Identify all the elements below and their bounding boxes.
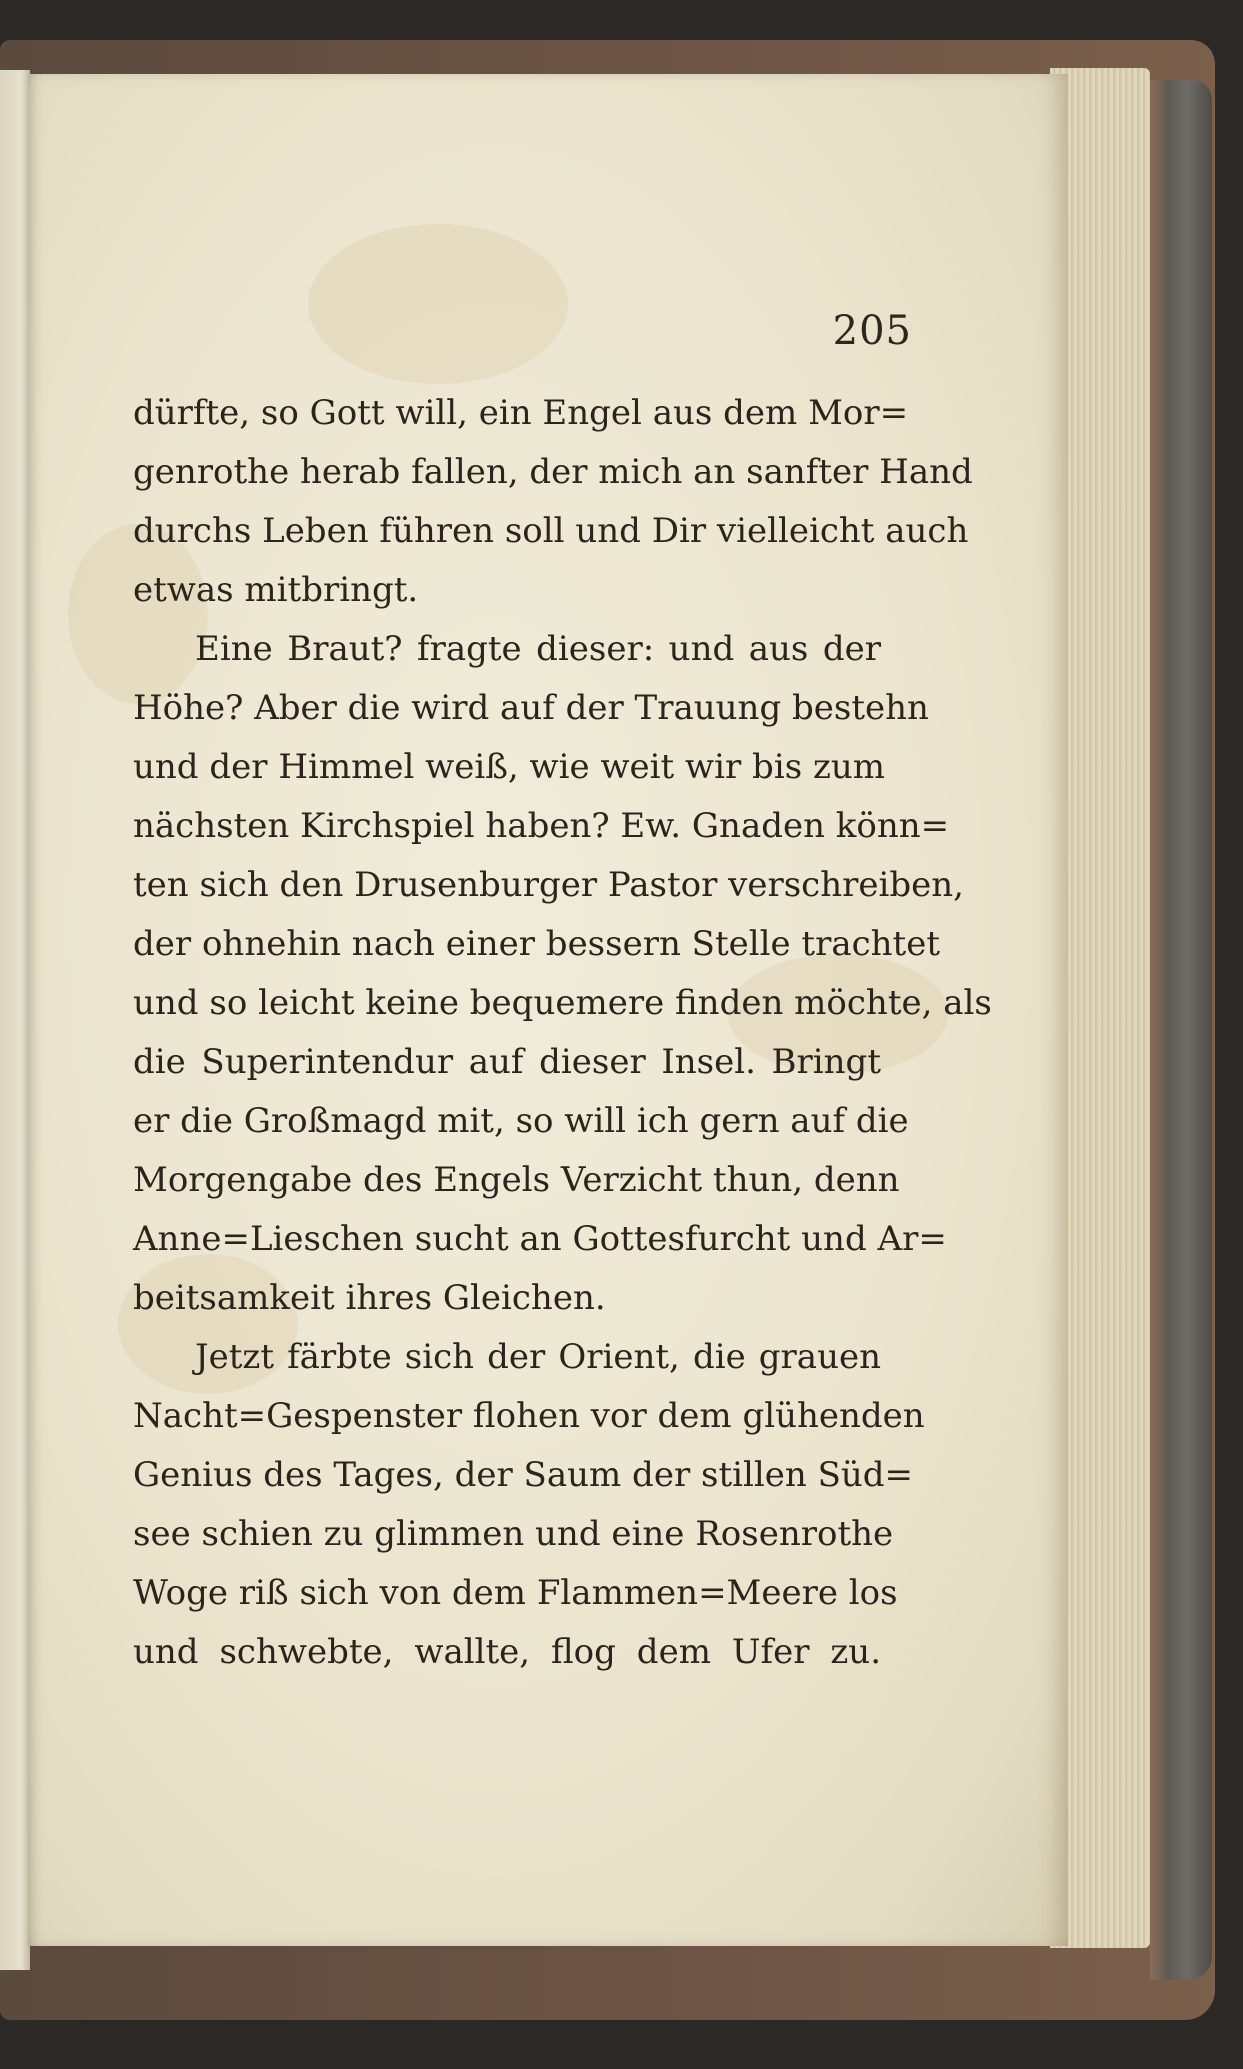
text-line: der ohnehin nach einer bessern Stelle trachtet [133, 924, 940, 964]
text-line: Woge riß sich von dem Flammen=Meere los [133, 1573, 898, 1613]
text-line: und schwebte, wallte, flog dem Ufer zu. [133, 1632, 881, 1672]
text-line: er die Großmagd mit, so will ich gern auf die [133, 1101, 909, 1141]
paper-stain [308, 224, 568, 384]
text-line: Anne=Lieschen sucht an Gottesfurcht und Ar= [133, 1219, 947, 1259]
text-line: und so leicht keine bequemere finden möchte, als [133, 983, 992, 1023]
text-line: etwas mitbringt. [133, 570, 419, 610]
text-line: Nacht=Gespenster flohen vor dem glühenden [133, 1396, 925, 1436]
page-number: 205 [832, 308, 912, 354]
text-line: Jetzt färbte sich der Orient, die grauen [195, 1337, 881, 1377]
text-line: genrothe herab fallen, der mich an sanfter Hand [133, 452, 973, 492]
text-line: dürfte, so Gott will, ein Engel aus dem Mor= [133, 393, 909, 433]
text-line: see schien zu glimmen und eine Rosenrothe [133, 1514, 894, 1554]
text-line: Eine Braut? fragte dieser: und aus der [195, 629, 881, 669]
text-line: durchs Leben führen soll und Dir vielleicht auch [133, 511, 969, 551]
text-line: Genius des Tages, der Saum der stillen Süd= [133, 1455, 914, 1495]
text-line: Morgengabe des Engels Verzicht thun, denn [133, 1160, 900, 1200]
text-line: Höhe? Aber die wird auf der Trauung bestehn [133, 688, 929, 728]
text-line: ten sich den Drusenburger Pastor verschreiben, [133, 865, 964, 905]
text-line: beitsamkeit ihres Gleichen. [133, 1278, 606, 1318]
left-page-edge [0, 70, 30, 1970]
text-line: nächsten Kirchspiel haben? Ew. Gnaden könn= [133, 806, 950, 846]
text-line: die Superintendur auf dieser Insel. Bringt [133, 1042, 881, 1082]
text-line: und der Himmel weiß, wie weit wir bis zum [133, 747, 886, 787]
book-cover-edge [1150, 80, 1212, 1980]
body-text [133, 384, 992, 1682]
